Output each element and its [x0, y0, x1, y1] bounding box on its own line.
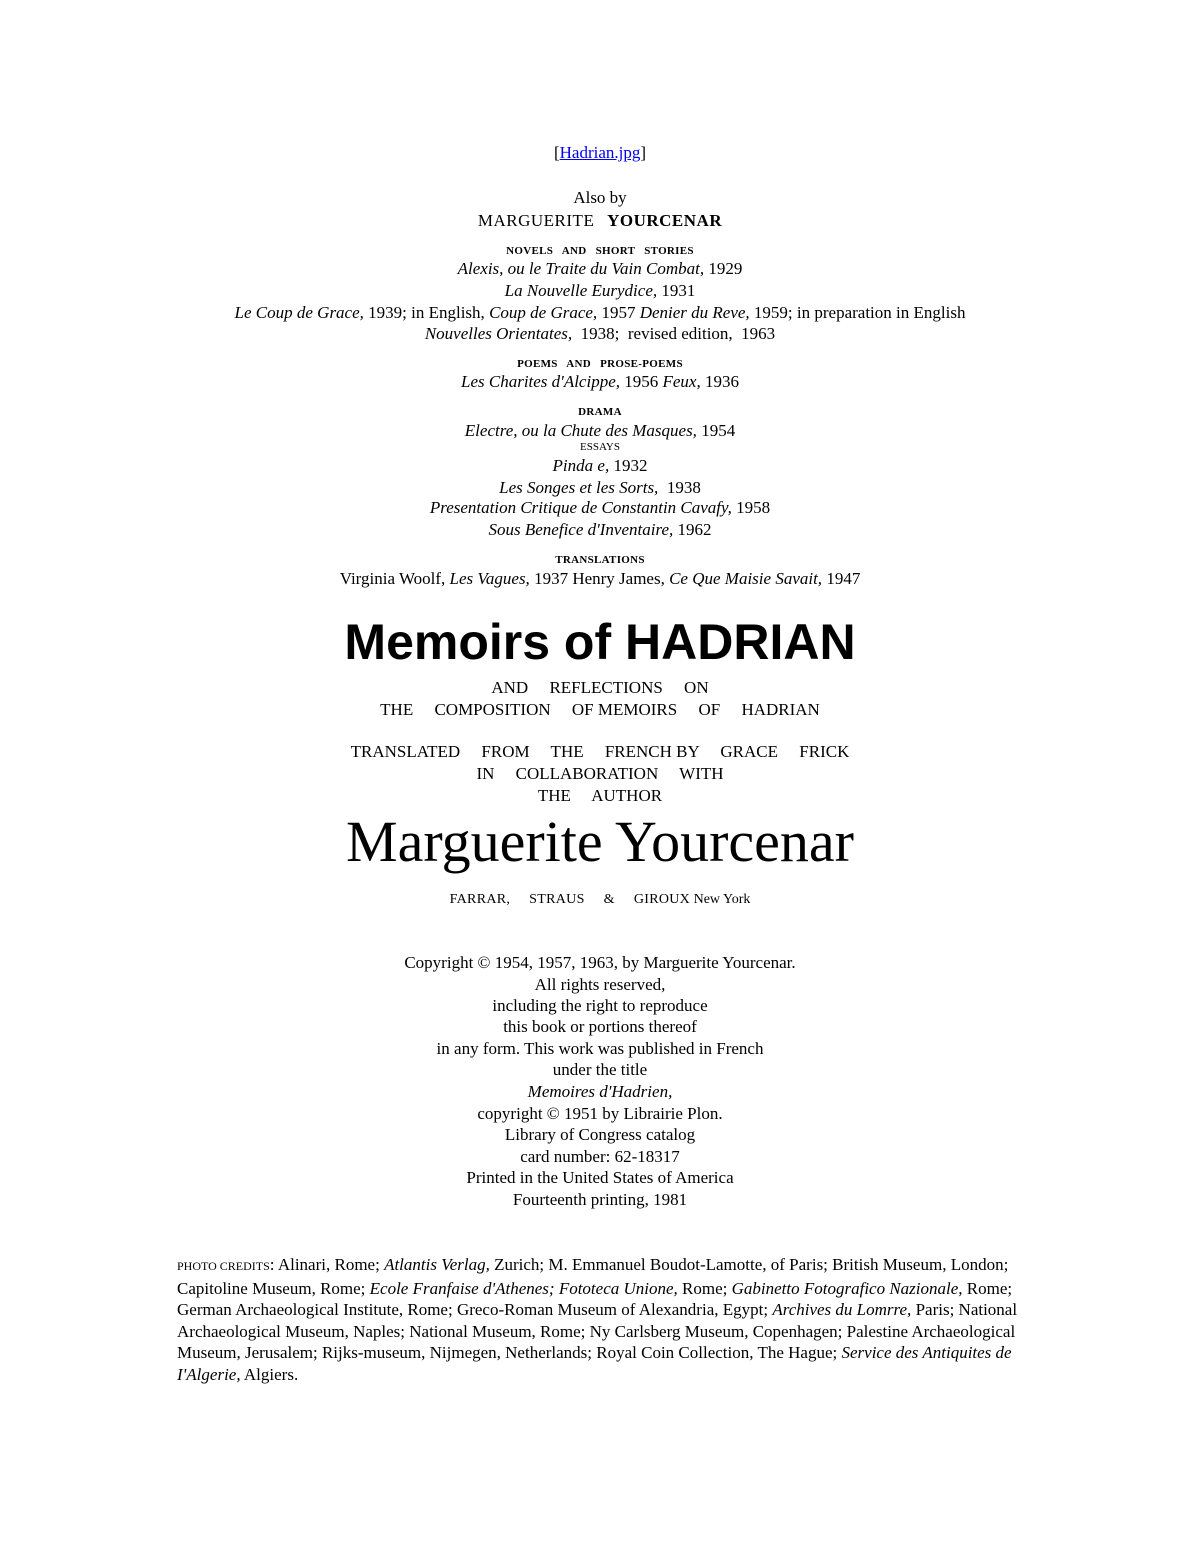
- essay-year: 1958: [731, 498, 771, 517]
- translation-text: 1937 Henry James,: [529, 569, 670, 588]
- publisher-line: [0, 889, 1200, 911]
- poems-heading: POEMS AND PROSE-POEMS: [517, 358, 683, 370]
- translation-title: Les Vagues,: [449, 569, 530, 588]
- novel-text: 1959; in preparation in English: [749, 303, 966, 322]
- novels-line-4: [0, 323, 1200, 345]
- copyright-line-6: under the title: [552, 1060, 648, 1079]
- author-first-name: MARGUERITE: [477, 211, 595, 230]
- translation-title: Ce Que Maisie Savait,: [669, 569, 823, 588]
- bracket-close: ]: [640, 143, 647, 162]
- novel-year: 1931: [657, 281, 696, 300]
- essays-line-1: [0, 455, 1200, 477]
- hadrian-image-link[interactable]: Hadrian.jpg: [559, 143, 641, 162]
- copyright-line-12: Fourteenth printing, 1981: [512, 1190, 688, 1209]
- copyright-line-1: Copyright © 1954, 1957, 1963, by Marguerite Yourcenar.: [404, 953, 796, 972]
- essays-line-3: [0, 497, 1200, 519]
- poem-year: 1956: [620, 372, 663, 391]
- translation-text: Virginia Woolf,: [339, 569, 450, 588]
- novels-heading: NOVELS AND SHORT STORIES: [506, 245, 694, 257]
- novel-text: 1938; revised edition, 1963: [572, 324, 776, 343]
- novel-text: 1939; in English,: [363, 303, 490, 322]
- essay-title: Sous Benefice d'Inventaire,: [488, 520, 674, 539]
- copyright-line-5: in any form. This work was published in French: [436, 1039, 764, 1058]
- also-by-author: [0, 210, 1200, 232]
- image-link-line: [0, 142, 1200, 164]
- subtitle-line-1: AND REFLECTIONS ON: [491, 678, 709, 697]
- translated-line-1: TRANSLATED FROM THE FRENCH BY GRACE FRICK: [350, 742, 850, 761]
- drama-title: Electre, ou la Chute des Masques,: [464, 421, 697, 440]
- translations-line-1: [0, 568, 1200, 590]
- translations-heading: TRANSLATIONS: [555, 554, 645, 566]
- novel-title: Coup de Grace,: [489, 303, 598, 322]
- drama-line-1: [0, 420, 1200, 442]
- subtitle-line-2: THE COMPOSITION OF MEMOIRS OF HADRIAN: [380, 700, 820, 719]
- novels-line-2: [0, 280, 1200, 302]
- credits-source: Archives du Lomrre,: [772, 1300, 912, 1319]
- credits-text: : Alinari, Rome;: [269, 1255, 385, 1274]
- photo-credits-paragraph: [177, 1254, 1027, 1385]
- novel-title: Nouvelles Orientates,: [424, 324, 573, 343]
- essays-line-4: [0, 519, 1200, 541]
- translation-year: 1947: [822, 569, 861, 588]
- publisher-name: FARRAR, STRAUS & GIROUX: [449, 892, 691, 907]
- publisher-city: New York: [690, 892, 751, 907]
- credits-source: Service des Antiquites de I'Algerie,: [177, 1343, 1012, 1384]
- author-last-name: YOURCENAR: [607, 211, 723, 230]
- credits-text: Zurich; M. Emmanuel Boudot-Lamotte, of Paris; British Museum, London; Capitoline Museum, Rome;: [177, 1255, 1009, 1298]
- essay-year: 1962: [673, 520, 712, 539]
- copyright-line-7: [0, 1081, 1200, 1103]
- credits-source: Gabinetto Fotografico Nazionale,: [731, 1278, 963, 1298]
- essays-heading: ESSAYS: [580, 441, 620, 453]
- novel-title: Alexis, ou le Traite du Vain Combat,: [457, 259, 705, 278]
- translated-line-3: THE AUTHOR: [537, 786, 663, 805]
- novel-year: 1929: [704, 259, 743, 278]
- author-name: Marguerite Yourcenar: [346, 809, 854, 874]
- essay-year: 1932: [609, 456, 648, 475]
- credits-text: Paris; National Archaeological Museum, Naples; National Museum, Rome; Ny Carlsberg Museum, Copenhagen; Palestine Archaeological Museum, Jerusalem; Rijks-museum, Nijmegen, Netherlands; Royal Coin Collection, The Hague;: [177, 1300, 1018, 1362]
- poem-title: Feux,: [662, 372, 701, 391]
- novels-line-3: [0, 302, 1200, 324]
- copyright-line-2: All rights reserved,: [534, 975, 666, 994]
- copyright-line-11: Printed in the United States of America: [466, 1168, 734, 1187]
- photo-credits-label: PHOTO CREDITS: [177, 1259, 270, 1273]
- drama-year: 1954: [696, 421, 736, 440]
- drama-heading: DRAMA: [578, 406, 622, 418]
- translated-line-2: IN COLLABORATION WITH: [476, 764, 724, 783]
- novel-title: La Nouvelle Eurydice,: [504, 281, 658, 300]
- copyright-line-10: card number: 62-18317: [520, 1147, 680, 1166]
- essays-line-2: [0, 477, 1200, 499]
- poem-year: 1936: [700, 372, 739, 391]
- novels-line-1: [0, 258, 1200, 280]
- credits-text: Rome;: [677, 1278, 732, 1298]
- novel-year: 1957: [597, 303, 640, 322]
- book-title: Memoirs of HADRIAN: [344, 614, 856, 670]
- original-title: Memoires d'Hadrien,: [527, 1082, 673, 1101]
- copyright-line-8: copyright © 1951 by Librairie Plon.: [477, 1104, 723, 1123]
- credits-source: Ecole Franfaise d'Athenes; Fototeca Unione,: [369, 1278, 678, 1298]
- poem-title: Les Charites d'Alcippe,: [461, 372, 620, 391]
- essay-title: Pinda e,: [552, 456, 610, 475]
- essay-year: 1938: [658, 478, 701, 497]
- credits-text: Rome; German Archaeological Institute, Rome; Greco-Roman Museum of Alexandria, Egypt;: [177, 1278, 1013, 1319]
- novel-title: Denier du Reve,: [639, 303, 750, 322]
- credits-text: Algiers.: [240, 1364, 299, 1384]
- credits-source: Atlantis Verlag,: [384, 1255, 490, 1274]
- copyright-line-9: Library of Congress catalog: [504, 1125, 696, 1144]
- poems-line-1: [0, 371, 1200, 393]
- copyright-line-3: including the right to reproduce: [492, 996, 708, 1015]
- bracket-open: [: [553, 143, 560, 162]
- copyright-line-4: this book or portions thereof: [503, 1017, 697, 1036]
- essay-title: Les Songes et les Sorts,: [499, 478, 659, 497]
- essay-title: Presentation Critique de Constantin Cavafy,: [429, 498, 732, 517]
- also-by-label: Also by: [573, 188, 627, 207]
- novel-title: Le Coup de Grace,: [234, 303, 364, 322]
